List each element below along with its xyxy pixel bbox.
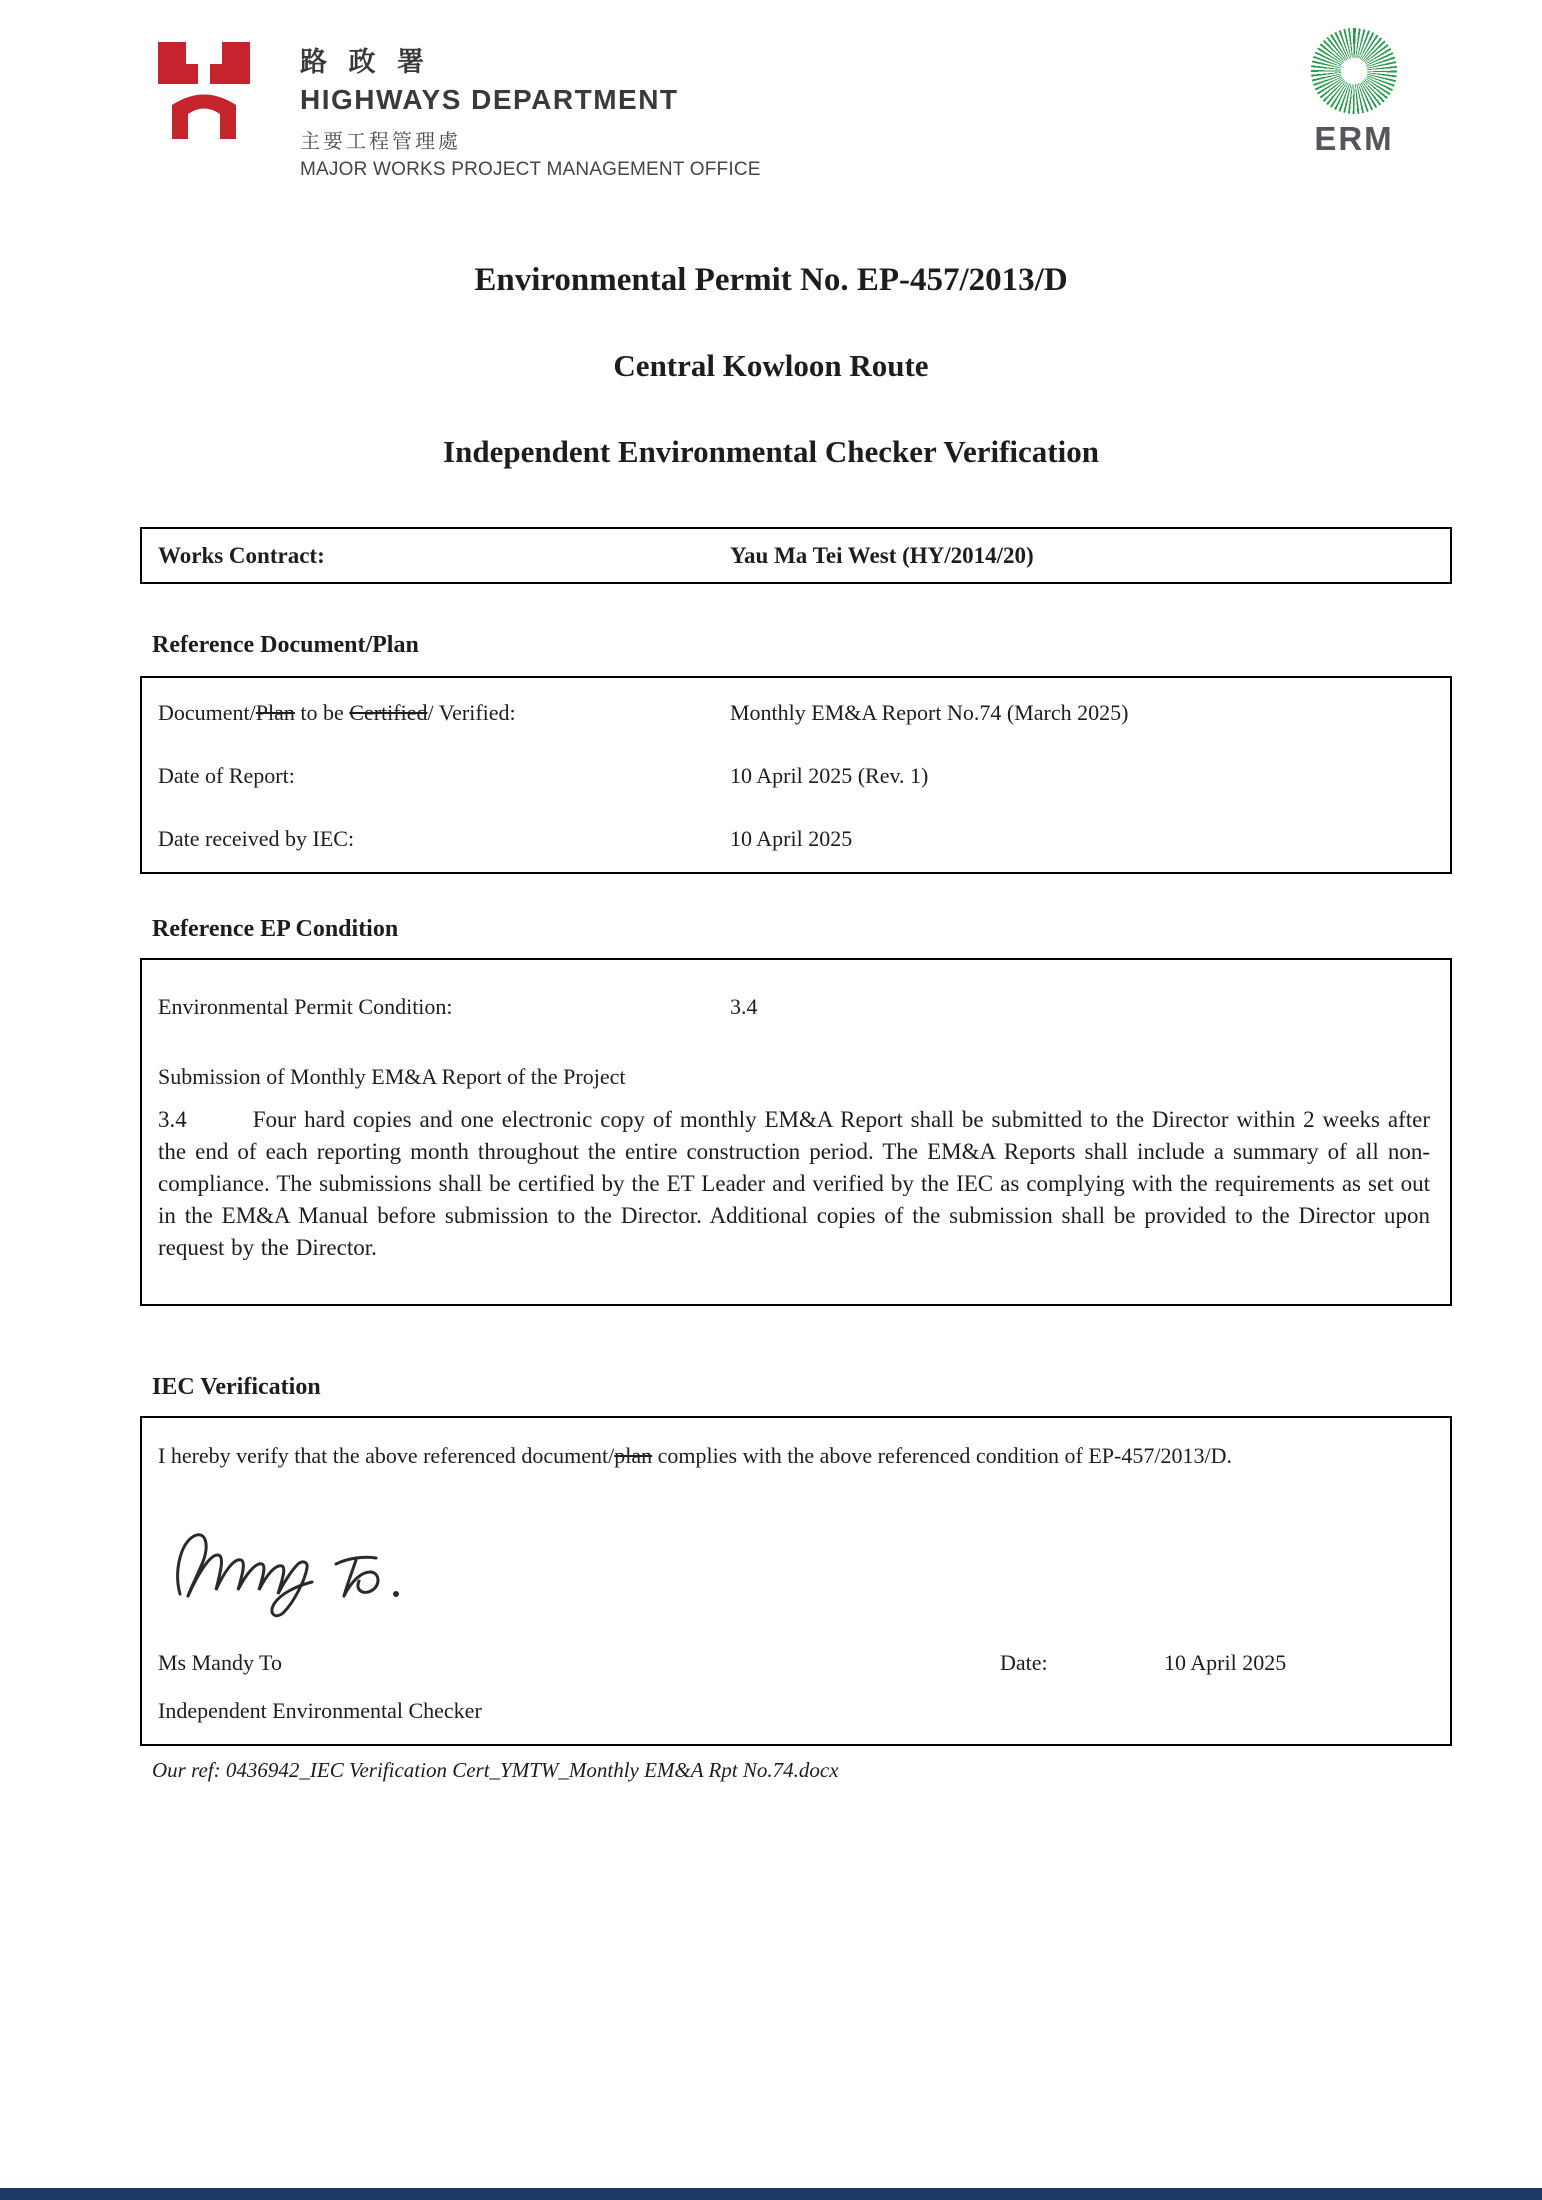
strike-certified: Certified [349, 700, 428, 725]
office-name-chinese: 主要工程管理處 [300, 131, 461, 153]
erm-logo-text: ERM [1314, 120, 1394, 157]
dept-name-english: HIGHWAYS DEPARTMENT [300, 84, 679, 115]
signature-date-value: 10 April 2025 [1164, 1650, 1287, 1675]
date-received-label: Date received by IEC: [158, 826, 355, 851]
office-name-english: MAJOR WORKS PROJECT MANAGEMENT OFFICE [300, 159, 761, 180]
date-received-value: 10 April 2025 [730, 826, 853, 851]
page-title-permit-no: Environmental Permit No. EP-457/2013/D [474, 262, 1068, 298]
statement-part-2: complies with the above referenced condition of EP-457/2013/D. [652, 1443, 1232, 1468]
page-title-project: Central Kowloon Route [613, 348, 929, 383]
ep-condition-subheading: Submission of Monthly EM&A Report of the Project [158, 1064, 626, 1089]
clause-text: Four hard copies and one electronic copy of monthly EM&A Report shall be submitted to the Director within 2 weeks after the end of each reporting month throughout the entire construction period. The EM&A Reports shall include a summary of all non-compliance. The submissions shall be certified by the ET Leader and verified by the IEC as complying with the requirements as set out in the EM&A Manual before submission to the Director. Additional copies of the submission shall be provided to the Director upon request by the Director. [158, 1107, 1430, 1260]
document-verified-row [158, 700, 1434, 726]
section-heading-reference-document: Reference Document/Plan [152, 632, 419, 658]
works-contract-value: Yau Ma Tei West (HY/2014/20) [730, 542, 1034, 568]
clause-number: 3.4 [158, 1107, 187, 1132]
strike-plan-statement: plan [614, 1443, 653, 1468]
signature [164, 1510, 464, 1636]
ep-condition-value: 3.4 [730, 994, 758, 1019]
works-contract-label: Works Contract: [158, 542, 325, 568]
strike-plan: Plan [255, 700, 295, 725]
signatory-name: Ms Mandy To [158, 1650, 282, 1675]
highways-department-logo-icon [158, 42, 250, 139]
dept-name-chinese: 路 政 署 [300, 47, 432, 77]
iec-statement [158, 1440, 1288, 1472]
works-contract-box [140, 527, 1452, 584]
signature-date-label: Date: [1000, 1650, 1048, 1675]
ep-condition-row [158, 994, 1434, 1020]
date-of-report-row [158, 763, 1434, 789]
section-heading-reference-ep: Reference EP Condition [152, 916, 399, 942]
document-verified-value: Monthly EM&A Report No.74 (March 2025) [730, 700, 1129, 725]
department-header-text [300, 40, 761, 181]
label-part-3: / Verified: [427, 700, 516, 725]
reference-ep-box [140, 958, 1452, 1306]
bottom-edge-bar [0, 2188, 1542, 2200]
reference-document-box [140, 676, 1452, 874]
erm-logo [1300, 28, 1408, 158]
signatory-title: Independent Environmental Checker [158, 1698, 482, 1723]
ep-condition-label: Environmental Permit Condition: [158, 994, 453, 1019]
document-verified-label [158, 700, 730, 726]
ep-condition-clause [158, 1104, 1430, 1264]
date-of-report-value: 10 April 2025 (Rev. 1) [730, 763, 929, 788]
page-title-doc-type: Independent Environmental Checker Verification [443, 434, 1099, 469]
date-received-row [158, 826, 1434, 852]
erm-starburst-icon [1311, 28, 1397, 114]
section-heading-iec-verification: IEC Verification [152, 1374, 321, 1400]
label-part-1: Document/ [158, 700, 256, 725]
label-part-2: to be [294, 700, 350, 725]
iec-verification-box [140, 1416, 1452, 1746]
statement-part-1: I hereby verify that the above referenced document/ [158, 1443, 615, 1468]
date-of-report-label: Date of Report: [158, 763, 295, 788]
our-ref-line: Our ref: 0436942_IEC Verification Cert_YMTW_Monthly EM&A Rpt No.74.docx [152, 1758, 839, 1782]
